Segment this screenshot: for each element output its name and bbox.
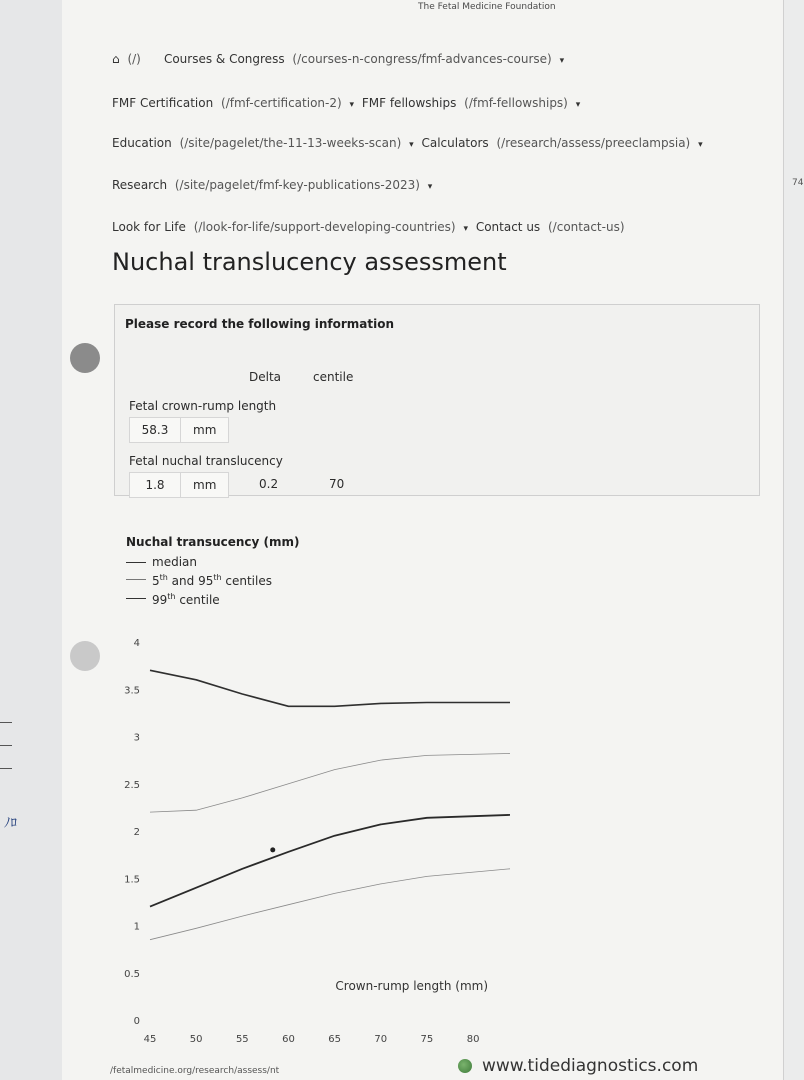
legend-swatch <box>126 579 146 580</box>
chevron-down-icon[interactable]: ▾ <box>559 56 565 66</box>
chevron-down-icon[interactable]: ▾ <box>427 182 433 192</box>
y-tick-label: 2.5 <box>124 779 140 791</box>
nav-contact-url[interactable]: (/contact-us) <box>548 220 625 234</box>
y-tick-label: 4 <box>133 638 140 649</box>
x-tick-label: 65 <box>328 1034 341 1045</box>
nav-row-4 <box>112 178 436 192</box>
crl-input[interactable] <box>129 417 229 443</box>
margin-mark <box>0 745 12 746</box>
nav-certification[interactable]: FMF Certification <box>112 96 214 110</box>
series-line-95th-centile <box>150 754 510 813</box>
legend-swatch <box>126 562 146 563</box>
right-background <box>783 0 804 1080</box>
left-background <box>0 0 62 1080</box>
form-heading: Please record the following information <box>125 317 395 331</box>
legend-median: median <box>126 554 272 570</box>
nav-row-3 <box>112 136 707 150</box>
footer-brand-text: www.tidediagnostics.com <box>482 1056 699 1076</box>
chevron-down-icon[interactable]: ▾ <box>463 224 468 234</box>
series-line-median <box>150 815 510 907</box>
info-form <box>114 304 760 496</box>
legend-99: 99th centile <box>126 589 272 608</box>
nav-calculators[interactable]: Calculators <box>421 136 489 150</box>
x-tick-label: 55 <box>235 1034 249 1045</box>
delta-column-header: Delta <box>249 370 282 384</box>
measurement-point <box>270 847 275 852</box>
chevron-down-icon[interactable]: ▾ <box>409 140 414 150</box>
home-link[interactable]: (/) <box>127 52 141 66</box>
right-edge-text: 74 <box>792 178 804 188</box>
footer-url: /fetalmedicine.org/research/assess/nt <box>110 1066 280 1076</box>
crl-value[interactable]: 58.3 <box>130 418 181 442</box>
x-tick-label: 50 <box>189 1034 203 1045</box>
chevron-down-icon[interactable]: ▾ <box>349 100 355 110</box>
nav-contact[interactable]: Contact us <box>475 220 541 234</box>
y-tick-label: 3.5 <box>124 685 140 697</box>
legend-swatch <box>126 598 146 599</box>
nav-fellowships-url[interactable]: (/fmf-fellowships) <box>464 96 568 110</box>
nav-research-url[interactable]: (/site/pagelet/fmf-key-publications-2023) <box>174 178 420 192</box>
nav-row-1 <box>112 52 568 66</box>
nav-look-for-life[interactable]: Look for Life <box>112 220 186 234</box>
y-tick-label: 1.5 <box>124 874 140 886</box>
x-tick-label: 60 <box>282 1034 295 1045</box>
y-tick-label: 1 <box>133 921 140 933</box>
y-tick-label: 0 <box>133 1016 140 1027</box>
nav-row-2 <box>112 96 584 110</box>
nav-education-url[interactable]: (/site/pagelet/the-11-13-weeks-scan) <box>179 136 402 150</box>
nav-research[interactable]: Research <box>112 178 168 192</box>
nav-look-for-life-url[interactable]: (/look-for-life/support-developing-countries) <box>193 220 456 234</box>
margin-mark <box>0 768 12 769</box>
footer-brand <box>458 1056 698 1076</box>
chart-title: Nuchal transucency (mm) <box>126 535 300 549</box>
punch-hole <box>70 343 100 373</box>
margin-scribble: ﾉﾛ <box>4 816 17 831</box>
margin-mark <box>0 722 12 723</box>
nt-centile: 70 <box>329 477 345 491</box>
y-tick-label: 3 <box>133 732 140 744</box>
nt-value[interactable]: 1.8 <box>130 473 181 497</box>
nt-delta: 0.2 <box>259 477 279 491</box>
crl-unit: mm <box>193 423 217 437</box>
org-header: The Fetal Medicine Foundation <box>418 2 556 12</box>
x-tick-label: 75 <box>420 1034 434 1045</box>
nav-calculators-url[interactable]: (/research/assess/preeclampsia) <box>496 136 691 150</box>
page-title: Nuchal translucency assessment <box>112 248 507 276</box>
y-tick-label: 2 <box>133 827 140 838</box>
series-line-5th-centile <box>150 869 510 940</box>
nt-unit: mm <box>193 478 217 492</box>
punch-hole <box>70 641 100 671</box>
chevron-down-icon[interactable]: ▾ <box>698 140 703 150</box>
chart-legend <box>126 554 272 608</box>
x-axis-label: Crown-rump length (mm) <box>335 979 488 993</box>
nav-certification-url[interactable]: (/fmf-certification-2) <box>221 96 342 110</box>
nav-row-5 <box>112 220 629 234</box>
series-line-99th-centile <box>150 670 510 706</box>
nt-label: Fetal nuchal translucency <box>129 454 283 468</box>
tide-logo-icon <box>458 1059 472 1073</box>
centile-column-header: centile <box>313 370 354 384</box>
crl-label: Fetal crown-rump length <box>129 399 277 413</box>
x-tick-label: 70 <box>374 1034 388 1045</box>
y-tick-label: 0.5 <box>124 968 140 980</box>
x-tick-label: 80 <box>466 1034 480 1045</box>
chevron-down-icon[interactable]: ▾ <box>575 100 581 110</box>
nt-input[interactable] <box>129 472 229 498</box>
nav-fellowships[interactable]: FMF fellowships <box>361 96 457 110</box>
legend-5-95: 5th and 95th centiles <box>126 570 272 589</box>
x-tick-label: 45 <box>143 1034 157 1045</box>
nav-courses[interactable]: Courses & Congress <box>163 52 285 66</box>
nav-education[interactable]: Education <box>112 136 172 150</box>
nt-chart <box>120 630 540 1050</box>
home-icon[interactable]: ⌂ <box>112 52 120 66</box>
nav-courses-url[interactable]: (/courses-n-congress/fmf-advances-course) <box>292 52 552 66</box>
